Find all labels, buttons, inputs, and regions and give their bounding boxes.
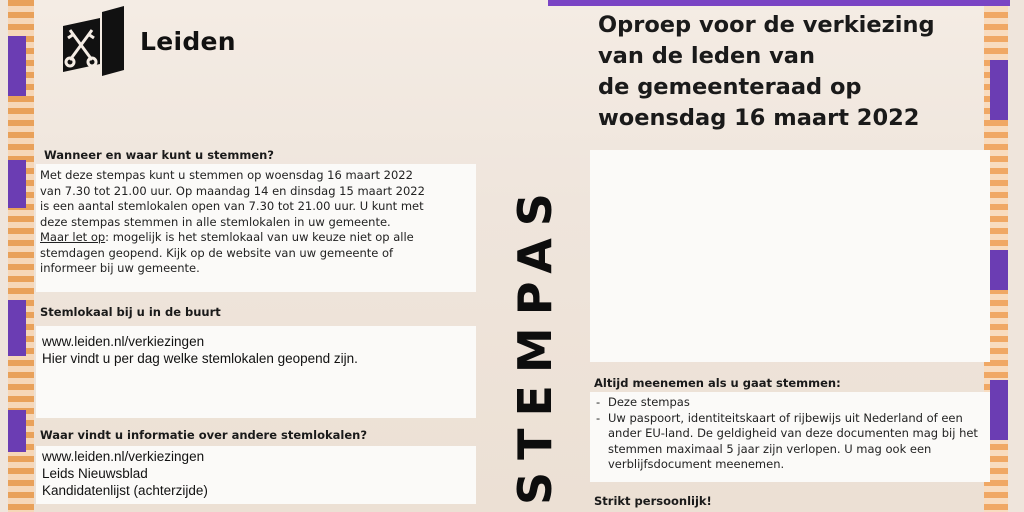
left-decorative-border	[8, 0, 34, 512]
list-item: - Deze stempas	[594, 395, 986, 411]
border-purple-band	[8, 36, 26, 96]
list-item-line: stemmen maximaal 5 jaar zijn verlopen. U mag ook een	[608, 441, 932, 456]
section-heading-when-where: Wanneer en waar kunt u stemmen?	[44, 148, 274, 162]
border-purple-band	[990, 380, 1008, 440]
list-item-line: verblijfsdocument meenemen.	[608, 457, 785, 471]
title-line: Oproep voor de verkiezing	[598, 12, 935, 38]
newspaper-source: Leids Nieuwsblad	[42, 466, 148, 481]
other-info-box	[36, 446, 476, 504]
website-link[interactable]: www.leiden.nl/verkiezingen	[42, 449, 205, 464]
border-purple-band	[990, 250, 1008, 290]
list-item-line: ander EU-land. De geldigheid van deze documenten mag bij het	[608, 426, 978, 440]
voting-card	[8, 0, 1008, 512]
strictly-personal-note: Strikt persoonlijk!	[594, 494, 712, 508]
nearby-box	[36, 326, 476, 418]
warning-line	[40, 230, 472, 246]
bring-box	[590, 392, 990, 482]
address-box	[590, 150, 990, 362]
info-line: Met deze stempas kunt u stemmen op woensdag 16 maart 2022	[40, 168, 413, 182]
when-where-box	[36, 164, 476, 292]
border-purple-band	[8, 410, 26, 452]
border-purple-band	[8, 300, 26, 356]
info-line: informeer bij uw gemeente.	[40, 261, 200, 275]
info-line: deze stempas stemmen in alle stemlokalen in uw gemeente.	[40, 214, 391, 229]
bring-list	[594, 395, 986, 473]
warning-text: : mogelijk is het stemlokaal van uw keuze niet op alle	[105, 230, 414, 244]
website-link[interactable]: www.leiden.nl/verkiezingen	[42, 334, 205, 349]
nearby-description: Hier vindt u per dag welke stemlokalen geopend zijn.	[42, 351, 358, 366]
stempas-label: STEMPAS	[508, 181, 562, 505]
info-line: van 7.30 tot 21.00 uur. Op maandag 14 en dinsdag 15 maart 2022	[40, 183, 425, 198]
section-heading-bring: Altijd meenemen als u gaat stemmen:	[594, 376, 841, 390]
warning-label: Maar let op	[40, 230, 106, 244]
border-purple-band	[8, 160, 26, 208]
candidate-list-source: Kandidatenlijst (achterzijde)	[42, 483, 208, 498]
leiden-logo	[60, 6, 236, 76]
leiden-keys-icon	[60, 6, 130, 76]
title-line: woensdag 16 maart 2022	[598, 105, 920, 131]
section-heading-nearby: Stemlokaal bij u in de buurt	[40, 305, 221, 319]
list-item	[594, 411, 986, 473]
top-decorative-strip	[548, 0, 1010, 6]
logo-text: Leiden	[140, 26, 236, 56]
section-heading-other-info: Waar vindt u informatie over andere stemlokalen?	[40, 428, 368, 442]
border-purple-band	[990, 60, 1008, 120]
info-line: stemdagen geopend. Kijk op de website van uw gemeente of	[40, 245, 394, 260]
title-line: van de leden van	[598, 43, 815, 69]
list-item-line: - Uw paspoort, identiteitskaart of rijbewijs uit Nederland of een	[608, 410, 963, 425]
info-line: is een aantal stemlokalen open van 7.30 tot 21.00 uur. U kunt met	[40, 199, 424, 213]
page-title	[598, 10, 935, 134]
title-line: de gemeenteraad op	[598, 74, 862, 100]
